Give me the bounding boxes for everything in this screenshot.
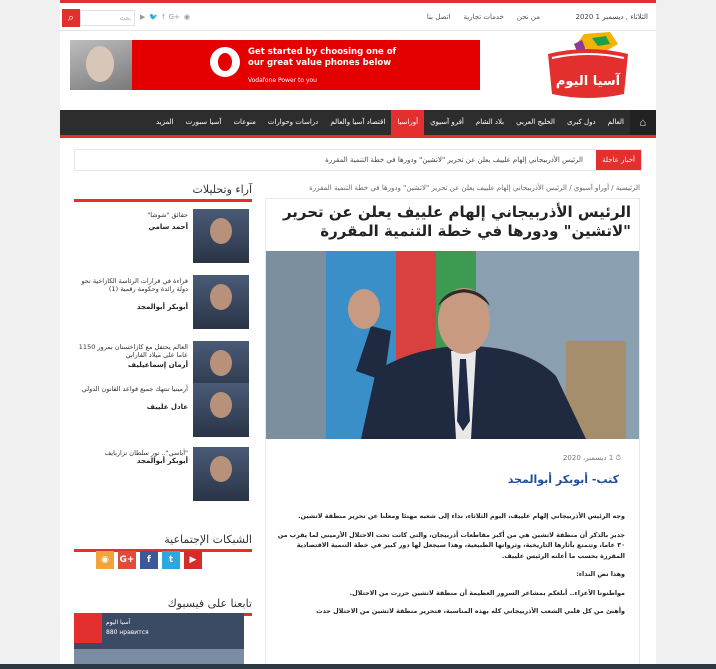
opinion-photo <box>193 209 249 263</box>
nav-item-misc[interactable]: منوعات <box>233 118 256 126</box>
search-button[interactable] <box>62 9 80 27</box>
social-heading: الشبكات الإجتماعية <box>74 533 252 552</box>
youtube-icon[interactable]: ▶ <box>140 13 146 21</box>
article-date: ⏱ 1 ديسمبر، 2020 <box>562 454 621 462</box>
social-buttons <box>96 551 202 569</box>
opinion-author: أبوبكر أبوالمجد <box>136 303 188 311</box>
search-icon: ⌕ <box>67 11 75 24</box>
opinion-item[interactable] <box>74 273 252 331</box>
nav-item-more[interactable]: المزيد <box>156 118 174 126</box>
google-plus-icon[interactable]: G+ <box>118 551 136 569</box>
article-paragraph: جدير بالذكر أن منطقة لاتشين هي من أكبر مقاطعات أذربيجان، والتي كانت تحت الاحتلال الأرميني لما يقرب من ٣٠ عاما، وتتمتع بآثارها التاريخية، وثرواتها الطبيعية، وهذا سيجعل لها دور كبير في خطة التنمية الاقتصادية المقررة بحسب ما أعلنه الرئيس علييف. <box>277 530 625 560</box>
main-nav <box>60 110 656 138</box>
vodafone-logo-icon <box>210 47 240 77</box>
article-paragraph: وهذا نص النداء: <box>576 570 625 578</box>
article-paragraph: وأهنئ من كل قلبي الشعب الأذربيجاني كله بهذه المناسبة، فتحرير منطقة لاتشين من الاحتلال حدث <box>316 607 625 615</box>
opinion-item[interactable] <box>74 381 252 439</box>
opinion-photo <box>193 447 249 501</box>
fb-likes: 880 нравится <box>106 629 149 636</box>
article <box>265 198 640 669</box>
rss-icon[interactable]: ◉ <box>96 551 114 569</box>
breaking-text[interactable]: الرئيس الأذربيجاني إلهام علييف يعلن عن تحرير "لاتشين" ودورها في خطة التنمية المقررة <box>325 156 583 164</box>
logo-text: آسيا اليوم <box>555 74 621 89</box>
google-plus-icon[interactable]: G+ <box>168 13 180 21</box>
twitter-icon[interactable]: 🐦 <box>149 13 159 21</box>
opinion-photo <box>193 275 249 329</box>
nav-item-major-countries[interactable]: دول كبرى <box>567 118 596 126</box>
youtube-icon[interactable]: ▶ <box>184 551 202 569</box>
fb-page-logo <box>74 613 102 643</box>
rss-icon[interactable]: ◉ <box>183 13 190 21</box>
breaking-news-bar <box>74 149 642 171</box>
ad-photo <box>70 40 132 90</box>
nav-item-sport[interactable]: آسيا سبورت <box>185 118 222 126</box>
sidebar <box>74 183 252 669</box>
opinion-title[interactable]: العالم يحتفل مع كازاخستان بمرور 1150 عاما على ميلاد الفارابي <box>78 343 188 359</box>
facebook-widget[interactable] <box>74 613 244 669</box>
ad-headline: Get started by choosing one of our great value phones below <box>248 47 397 68</box>
opinion-title[interactable]: قراءة في قرارات الرئاسة الكازاخية نحو دولة رائدة وحكومة رقمية (1) <box>81 277 188 293</box>
site-logo[interactable] <box>534 30 642 102</box>
top-bar <box>60 3 656 31</box>
facebook-icon[interactable]: f <box>162 13 165 21</box>
opinion-title[interactable]: حقائق "شوشا" <box>147 211 188 219</box>
article-body <box>275 511 625 625</box>
link-contact[interactable]: اتصل بنا <box>426 13 451 21</box>
nav-item-eurasia[interactable]: أوراسيا <box>391 110 424 135</box>
home-icon[interactable]: ⌂ <box>630 110 656 135</box>
nav-item-afro-asian[interactable]: أفرو آسيوي <box>430 118 464 126</box>
opinion-author: أبوبكر أبوالمجد <box>136 457 188 465</box>
article-title: الرئيس الأذربيجاني إلهام علييف يعلن عن تحرير "لاتشين" ودورها في خطة التنمية المقررة <box>282 203 631 240</box>
opinion-title[interactable]: أرمينيا تنتهك جميع قواعد القانون الدولي <box>81 385 188 393</box>
nav-item-world[interactable]: العالم <box>607 118 624 126</box>
opinion-item[interactable] <box>74 207 252 265</box>
clock-icon: ⏱ <box>615 454 621 462</box>
nav-item-studies[interactable]: دراسات وحوارات <box>267 118 319 126</box>
search-input[interactable]: بحث <box>80 10 135 26</box>
nav-item-gulf[interactable]: الخليج العربي <box>516 118 555 126</box>
nav-item-levant[interactable]: بلاد الشام <box>475 118 505 126</box>
facebook-heading: تابعنا على فيسبوك <box>74 597 252 616</box>
fb-page-name[interactable]: آسيا اليوم <box>106 619 131 626</box>
breadcrumb[interactable]: الرئيسية / أوراو آسيوي / الرئيس الأذربيجاني إلهام علييف يعلن عن تحرير "لاتشين" ودورها في خطة التنمية المقررة <box>309 184 640 192</box>
top-social-icons <box>140 13 190 21</box>
ad-banner[interactable] <box>70 40 480 90</box>
opinion-item[interactable] <box>74 445 252 503</box>
opinion-author: أرمان إسماعيليف <box>127 361 188 369</box>
page <box>60 0 656 669</box>
article-photo <box>266 251 639 439</box>
ad-tagline: Vodafone Power to you <box>248 77 317 84</box>
article-author: كتب- أبوبكر أبوالمجد <box>507 473 619 486</box>
article-paragraph: مواطنونا الأعزاء.. أبلغكم بمشاعر السرور العظيمة أن منطقة لاتشين حررت من الاحتلال. <box>349 588 625 597</box>
twitter-icon[interactable]: t <box>162 551 180 569</box>
browser-taskbar <box>0 664 716 669</box>
link-about[interactable]: من نحن <box>516 13 540 21</box>
article-paragraph: وجه الرئيس الأذربيجاني إلهام علييف، اليوم الثلاثاء، نداء إلى شعبه مهنئا ومعلنا عن تحرير منطقة لاتشين. <box>298 512 625 520</box>
opinion-author: أحمد سامي <box>148 223 188 231</box>
opinion-title[interactable]: "أباسي".. نور سلطان نزاربايف <box>104 449 188 457</box>
date-label: الثلاثاء , ديسمبر 1 2020 <box>575 13 648 21</box>
facebook-icon[interactable]: f <box>140 551 158 569</box>
nav-item-economy[interactable]: اقتصاد آسيا والعالم <box>330 118 386 126</box>
opinion-photo <box>193 383 249 437</box>
opinion-author: عادل علييف <box>146 403 188 411</box>
link-services[interactable]: خدمات تجارية <box>463 13 504 21</box>
top-links <box>427 13 540 21</box>
breaking-label: أخبار عاجلة <box>596 150 641 170</box>
opinions-heading: آراء وتحليلات <box>74 183 252 202</box>
